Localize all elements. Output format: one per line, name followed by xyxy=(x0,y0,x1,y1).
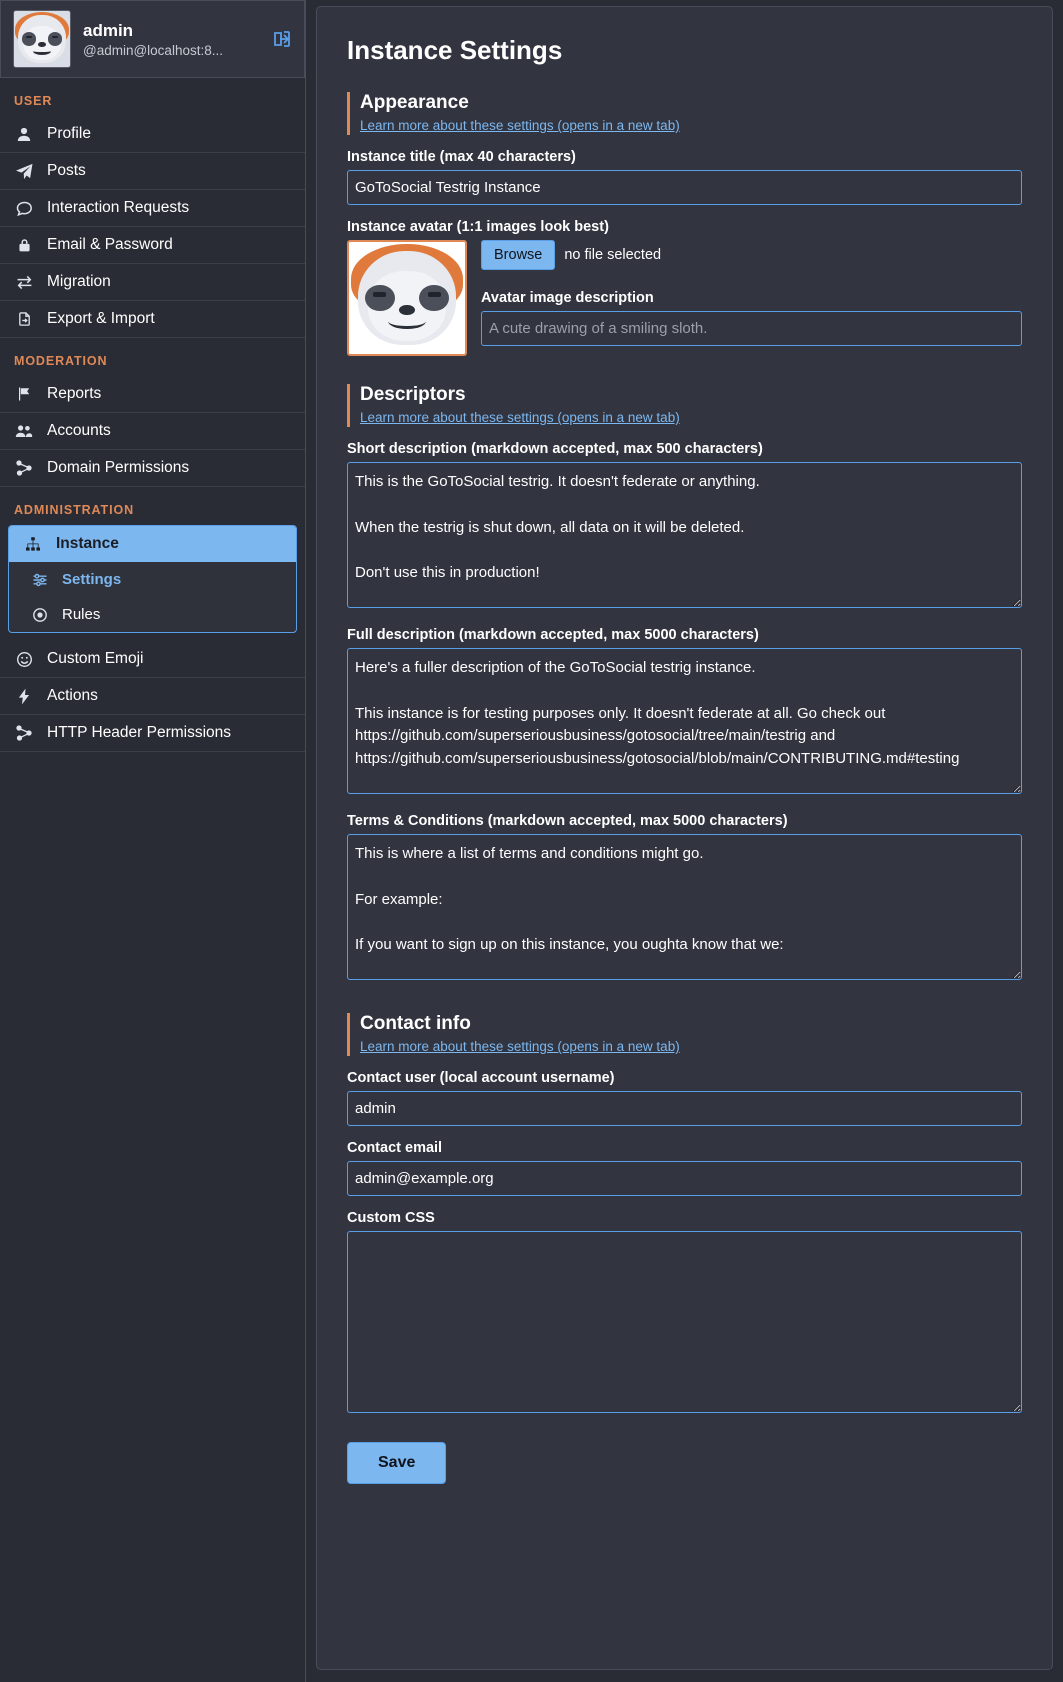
sidebar-item-profile[interactable] xyxy=(0,116,305,153)
browse-button[interactable]: Browse xyxy=(481,240,555,270)
instance-title-label: Instance title (max 40 characters) xyxy=(347,149,576,165)
appearance-section-header xyxy=(347,92,1022,135)
section-legend: Descriptors xyxy=(360,384,466,405)
avatar-description-label: Avatar image description xyxy=(481,290,654,306)
comment-icon xyxy=(14,200,34,217)
sidebar-item-email-password[interactable] xyxy=(0,227,305,264)
sidebar-item-label: Instance xyxy=(56,535,119,552)
sidebar-item-label: Custom Emoji xyxy=(47,650,144,667)
sidebar-item-label: Reports xyxy=(47,385,102,402)
terms-conditions-label: Terms & Conditions (markdown accepted, max 5000 characters) xyxy=(347,813,788,829)
avatar-file-line xyxy=(481,240,1022,270)
sidebar-item-label: HTTP Header Permissions xyxy=(47,724,232,741)
contact-section-header xyxy=(347,1013,1022,1056)
sidebar-item-label: Interaction Requests xyxy=(47,199,190,216)
users-icon xyxy=(14,423,34,439)
full-description-textarea[interactable] xyxy=(347,648,1022,794)
file-export-icon xyxy=(14,311,34,327)
sidebar-item-label: Posts xyxy=(47,162,86,179)
sidebar-item-accounts[interactable] xyxy=(0,413,305,450)
sidebar-list-moderation xyxy=(0,376,305,487)
contact-email-input[interactable] xyxy=(347,1161,1022,1196)
sidebar-list-administration xyxy=(0,641,305,752)
sidebar-item-http-header-permissions[interactable] xyxy=(0,715,305,752)
circle-dot-icon xyxy=(31,607,49,623)
contact-user-label: Contact user (local account username) xyxy=(347,1070,615,1086)
descriptors-learn-more-link[interactable]: Learn more about these settings (opens in a new tab) xyxy=(360,410,680,425)
node-share-icon xyxy=(14,460,34,476)
sidebar-item-reports[interactable] xyxy=(0,376,305,413)
sitemap-icon xyxy=(23,536,43,552)
instance-title-input[interactable] xyxy=(347,170,1022,205)
lock-icon xyxy=(14,237,34,253)
sidebar-item-custom-emoji[interactable] xyxy=(0,641,305,678)
sidebar-list-user xyxy=(0,116,305,338)
sliders-icon xyxy=(31,572,49,588)
descriptors-section-header xyxy=(347,384,1022,427)
page-title: Instance Settings xyxy=(347,35,563,65)
instance-avatar-label: Instance avatar (1:1 images look best) xyxy=(347,219,609,235)
logout-icon[interactable] xyxy=(272,29,292,49)
sidebar-item-interaction-requests[interactable] xyxy=(0,190,305,227)
contact-learn-more-link[interactable]: Learn more about these settings (opens in a new tab) xyxy=(360,1039,680,1054)
contact-email-label: Contact email xyxy=(347,1140,443,1156)
terms-conditions-textarea[interactable] xyxy=(347,834,1022,980)
account-name: admin xyxy=(83,21,134,41)
account-handle: @admin@localhost:8... xyxy=(83,42,223,58)
account-text xyxy=(83,20,260,57)
short-description-textarea[interactable] xyxy=(347,462,1022,608)
sidebar-item-instance[interactable] xyxy=(9,526,296,562)
instance-settings-panel xyxy=(316,6,1053,1670)
user-icon xyxy=(14,126,34,142)
sidebar-item-label: Migration xyxy=(47,273,111,290)
sidebar-item-label: Domain Permissions xyxy=(47,459,190,476)
custom-css-label: Custom CSS xyxy=(347,1210,435,1226)
sidebar-subitem-label: Rules xyxy=(62,606,101,623)
instance-avatar-row xyxy=(347,240,1022,356)
appearance-learn-more-link[interactable]: Learn more about these settings (opens in a new tab) xyxy=(360,118,680,133)
avatar-file-area xyxy=(481,240,1022,346)
sidebar-section-moderation: MODERATION xyxy=(14,354,108,368)
full-description-label: Full description (markdown accepted, max 5000 characters) xyxy=(347,627,759,643)
sidebar-group-instance xyxy=(8,525,297,633)
sidebar-item-label: Actions xyxy=(47,687,98,704)
sidebar-item-label: Export & Import xyxy=(47,310,155,327)
bolt-icon xyxy=(14,688,34,705)
file-status-text: no file selected xyxy=(564,247,662,263)
instance-avatar-preview xyxy=(347,240,467,356)
sidebar-item-label: Accounts xyxy=(47,422,111,439)
sidebar-item-posts[interactable] xyxy=(0,153,305,190)
custom-css-textarea[interactable] xyxy=(347,1231,1022,1413)
avatar xyxy=(13,10,71,68)
exchange-icon xyxy=(14,274,34,291)
sidebar xyxy=(0,0,306,1682)
account-card[interactable] xyxy=(0,0,305,78)
node-share-icon xyxy=(14,725,34,741)
sidebar-item-migration[interactable] xyxy=(0,264,305,301)
sidebar-item-export-import[interactable] xyxy=(0,301,305,338)
smile-icon xyxy=(14,651,34,668)
sidebar-subitem-label: Settings xyxy=(62,571,122,588)
sidebar-item-rules[interactable] xyxy=(9,597,296,632)
sidebar-item-label: Email & Password xyxy=(47,236,173,253)
section-legend: Contact info xyxy=(360,1013,471,1034)
sidebar-item-domain-permissions[interactable] xyxy=(0,450,305,487)
sidebar-section-user: USER xyxy=(14,94,53,108)
flag-icon xyxy=(14,386,34,402)
short-description-label: Short description (markdown accepted, max 500 characters) xyxy=(347,441,763,457)
paper-plane-icon xyxy=(14,163,34,180)
section-legend: Appearance xyxy=(360,92,469,113)
sidebar-item-label: Profile xyxy=(47,125,91,142)
contact-user-input[interactable] xyxy=(347,1091,1022,1126)
sidebar-item-actions[interactable] xyxy=(0,678,305,715)
sidebar-section-administration: ADMINISTRATION xyxy=(14,503,134,517)
avatar-description-input[interactable] xyxy=(481,311,1022,346)
save-button[interactable]: Save xyxy=(347,1442,446,1484)
sidebar-item-settings[interactable] xyxy=(9,562,296,597)
